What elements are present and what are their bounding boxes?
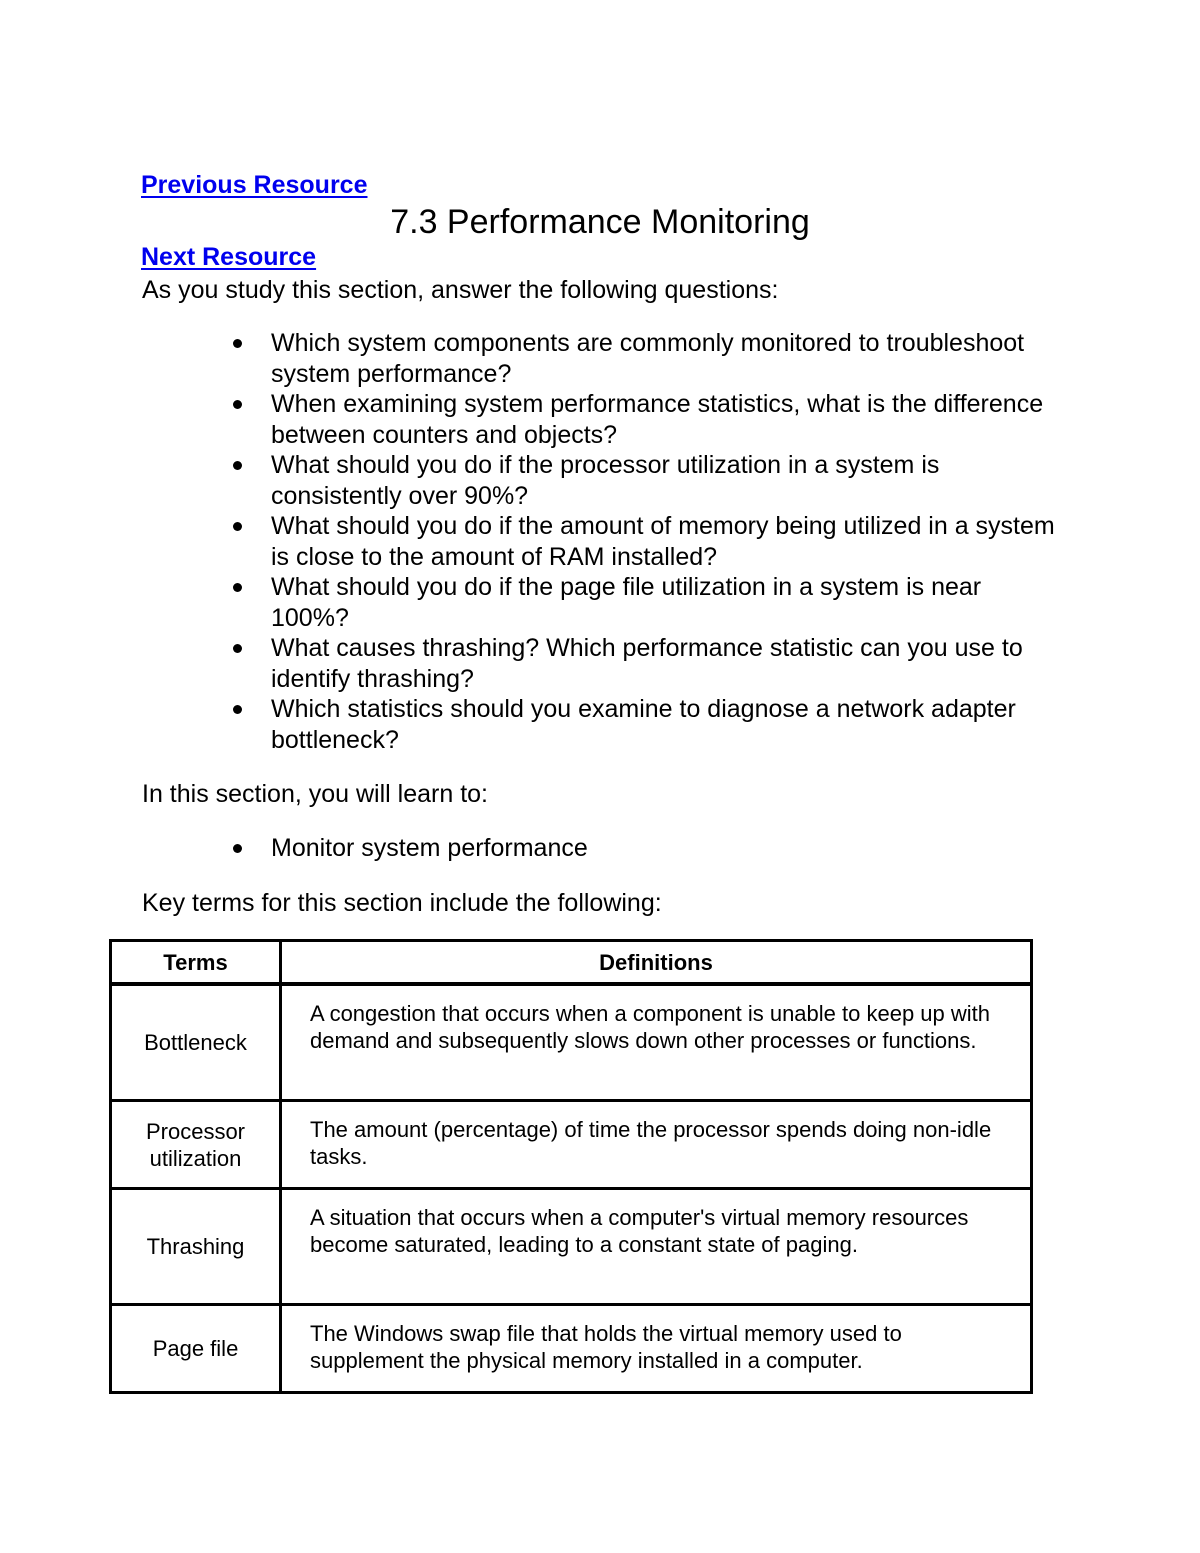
key-terms-table [109, 939, 1033, 1394]
definition-cell: The Windows swap file that holds the virtual memory used to supplement the physical memory installed in a computer. [281, 1305, 1032, 1393]
table-row [111, 984, 1032, 1101]
list-item [0, 572, 1061, 633]
key-terms-heading: Key terms for this section include the following: [142, 889, 662, 917]
table-header-row [111, 941, 1032, 985]
bullet-icon [233, 644, 242, 653]
list-item [0, 694, 1061, 755]
definition-cell: The amount (percentage) of time the processor spends doing non-idle tasks. [281, 1101, 1032, 1189]
terms-column-header: Terms [111, 941, 281, 985]
list-item [0, 450, 1061, 511]
page-title: 7.3 Performance Monitoring [390, 203, 810, 241]
question-text: What should you do if the processor utilization in a system is consistently over 90%? [271, 451, 940, 510]
bullet-icon [233, 522, 242, 531]
bullet-icon [233, 400, 242, 409]
definitions-column-header: Definitions [281, 941, 1032, 985]
bullet-icon [233, 339, 242, 348]
bullet-icon [233, 844, 242, 853]
question-text: What should you do if the page file utilization in a system is near 100%? [271, 573, 982, 632]
list-item [0, 328, 1061, 389]
question-text: What causes thrashing? Which performance statistic can you use to identify thrashing? [271, 634, 1023, 693]
term-cell: Thrashing [111, 1189, 281, 1305]
definition-cell: A situation that occurs when a computer's virtual memory resources become saturated, leading to a constant state of paging. [281, 1189, 1032, 1305]
table-row [111, 1305, 1032, 1393]
table-row [111, 1101, 1032, 1189]
term-cell: Processor utilization [111, 1101, 281, 1189]
term-cell: Bottleneck [111, 984, 281, 1101]
question-text: Which system components are commonly monitored to troubleshoot system performance? [271, 329, 1025, 388]
learn-item-text: Monitor system performance [271, 834, 588, 862]
list-item [0, 833, 1061, 864]
definition-cell: A congestion that occurs when a component is unable to keep up with demand and subsequently slows down other processes or functions. [281, 984, 1032, 1101]
list-item [0, 633, 1061, 694]
learn-list [0, 833, 1100, 864]
previous-resource-link[interactable]: Previous Resource [141, 171, 368, 199]
bullet-icon [233, 461, 242, 470]
table-row [111, 1189, 1032, 1305]
questions-list [0, 328, 1100, 755]
list-item [0, 511, 1061, 572]
question-text: When examining system performance statistics, what is the difference between counters and objects? [271, 390, 1044, 449]
bullet-icon [233, 705, 242, 714]
bullet-icon [233, 583, 242, 592]
question-text: What should you do if the amount of memory being utilized in a system is close to the amount of RAM installed? [271, 512, 1055, 571]
term-cell: Page file [111, 1305, 281, 1393]
learn-heading: In this section, you will learn to: [142, 780, 488, 808]
question-text: Which statistics should you examine to diagnose a network adapter bottleneck? [271, 695, 1016, 754]
intro-text: As you study this section, answer the following questions: [142, 276, 779, 304]
next-resource-link[interactable]: Next Resource [141, 243, 317, 271]
list-item [0, 389, 1061, 450]
